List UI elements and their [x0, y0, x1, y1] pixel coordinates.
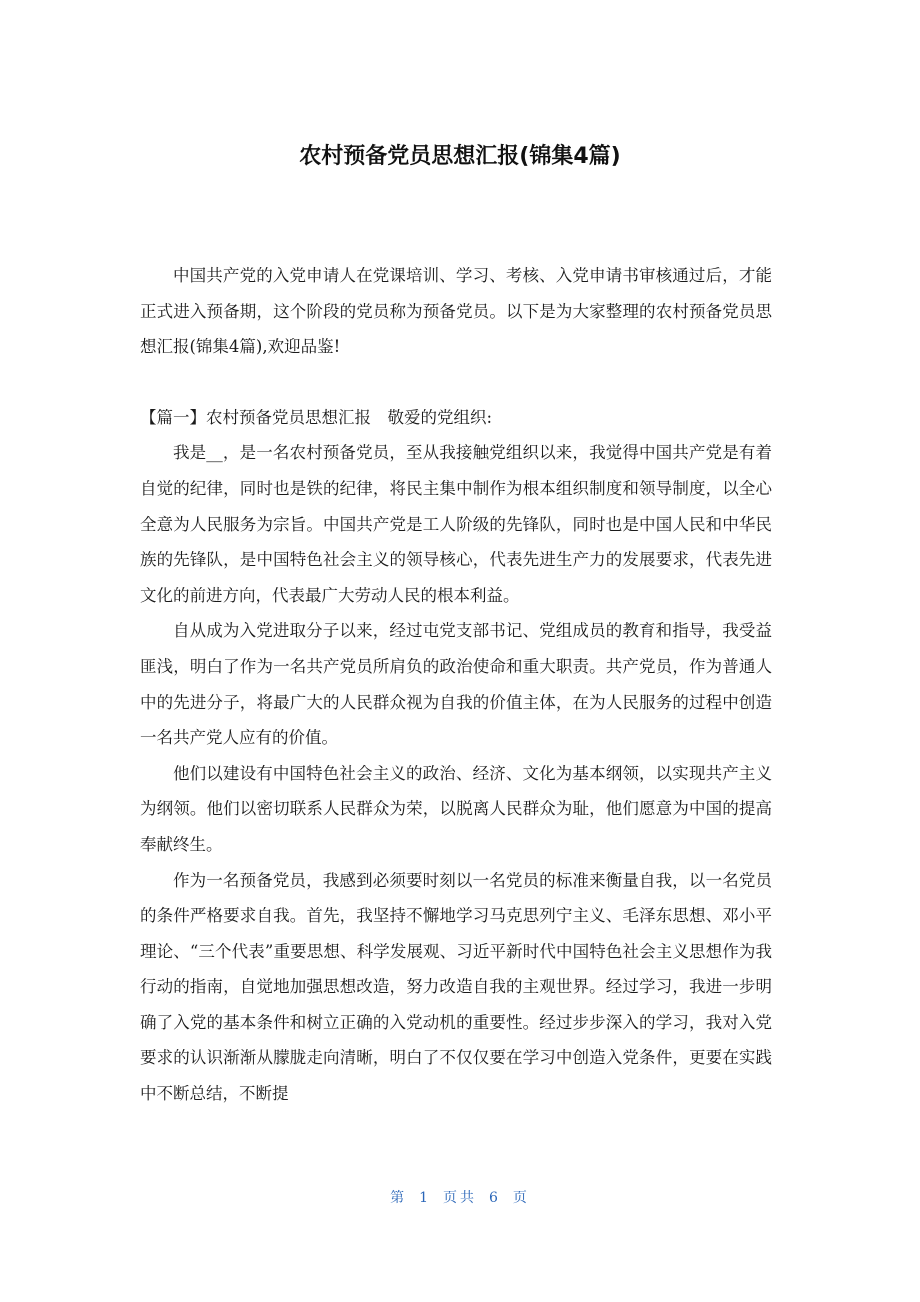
total-pages-number: 6 — [489, 1190, 501, 1206]
body-paragraph-2: 自从成为入党进取分子以来，经过屯党支部书记、党组成员的教育和指导，我受益匪浅，明白了作为一名共产党员所肩负的政治使命和重大职责。共产党员，作为普通人中的先进分子，将最广大的人民群众视为自我的价值主体，在为人民服务的过程中创造一名共产党人应有的价值。 — [140, 621, 772, 748]
intro-paragraph: 中国共产党的入党申请人在党课培训、学习、考核、入党申请书审核通过后，才能正式进入预备期，这个阶段的党员称为预备党员。以下是为大家整理的农村预备党员思想汇报(锦集4篇),欢迎品鉴! — [140, 266, 772, 357]
page-label-prefix: 第 — [390, 1190, 408, 1206]
body-paragraph-3: 他们以建设有中国特色社会主义的政治、经济、文化为基本纲领，以实现共产主义为纲领。他们以密切联系人民群众为荣，以脱离人民群众为耻，他们愿意为中国的提高奉献终生。 — [140, 763, 772, 854]
current-page-number: 1 — [419, 1190, 431, 1206]
page-footer — [0, 1186, 920, 1210]
page-label-suffix: 页 — [512, 1190, 530, 1206]
body-paragraph-1: 我是__，是一名农村预备党员，至从我接触党组织以来，我觉得中国共产党是有着自觉的纪律，同时也是铁的纪律，将民主集中制作为根本组织制度和领导制度，以全心全意为人民服务为宗旨。中国共产党是工人阶级的先锋队，同时也是中国人民和中华民族的先锋队，是中国特色社会主义的领导核心，代表先进生产力的发展要求，代表先进文化的前进方向，代表最广大劳动人民的根本利益。 — [140, 443, 772, 605]
document-body — [140, 258, 772, 1112]
section-heading: 【篇一】农村预备党员思想汇报 敬爱的党组织: — [140, 407, 493, 427]
page-label-mid: 页共 — [443, 1190, 477, 1206]
document-title: 农村预备党员思想汇报(锦集4篇) — [299, 144, 621, 169]
body-paragraph-4: 作为一名预备党员，我感到必须要时刻以一名党员的标准来衡量自我，以一名党员的条件严格要求自我。首先，我坚持不懈地学习马克思列宁主义、毛泽东思想、邓小平理论、“三个代表”重要思想、科学发展观、习近平新时代中国特色社会主义思想作为我行动的指南，自觉地加强思想改造，努力改造自我的主观世界。经过学习，我进一步明确了入党的基本条件和树立正确的入党动机的重要性。经过步步深入的学习，我对入党要求的认识渐渐从朦胧走向清晰，明白了不仅仅要在学习中创造入党条件，更要在实践中不断总结，不断提 — [140, 870, 772, 1104]
